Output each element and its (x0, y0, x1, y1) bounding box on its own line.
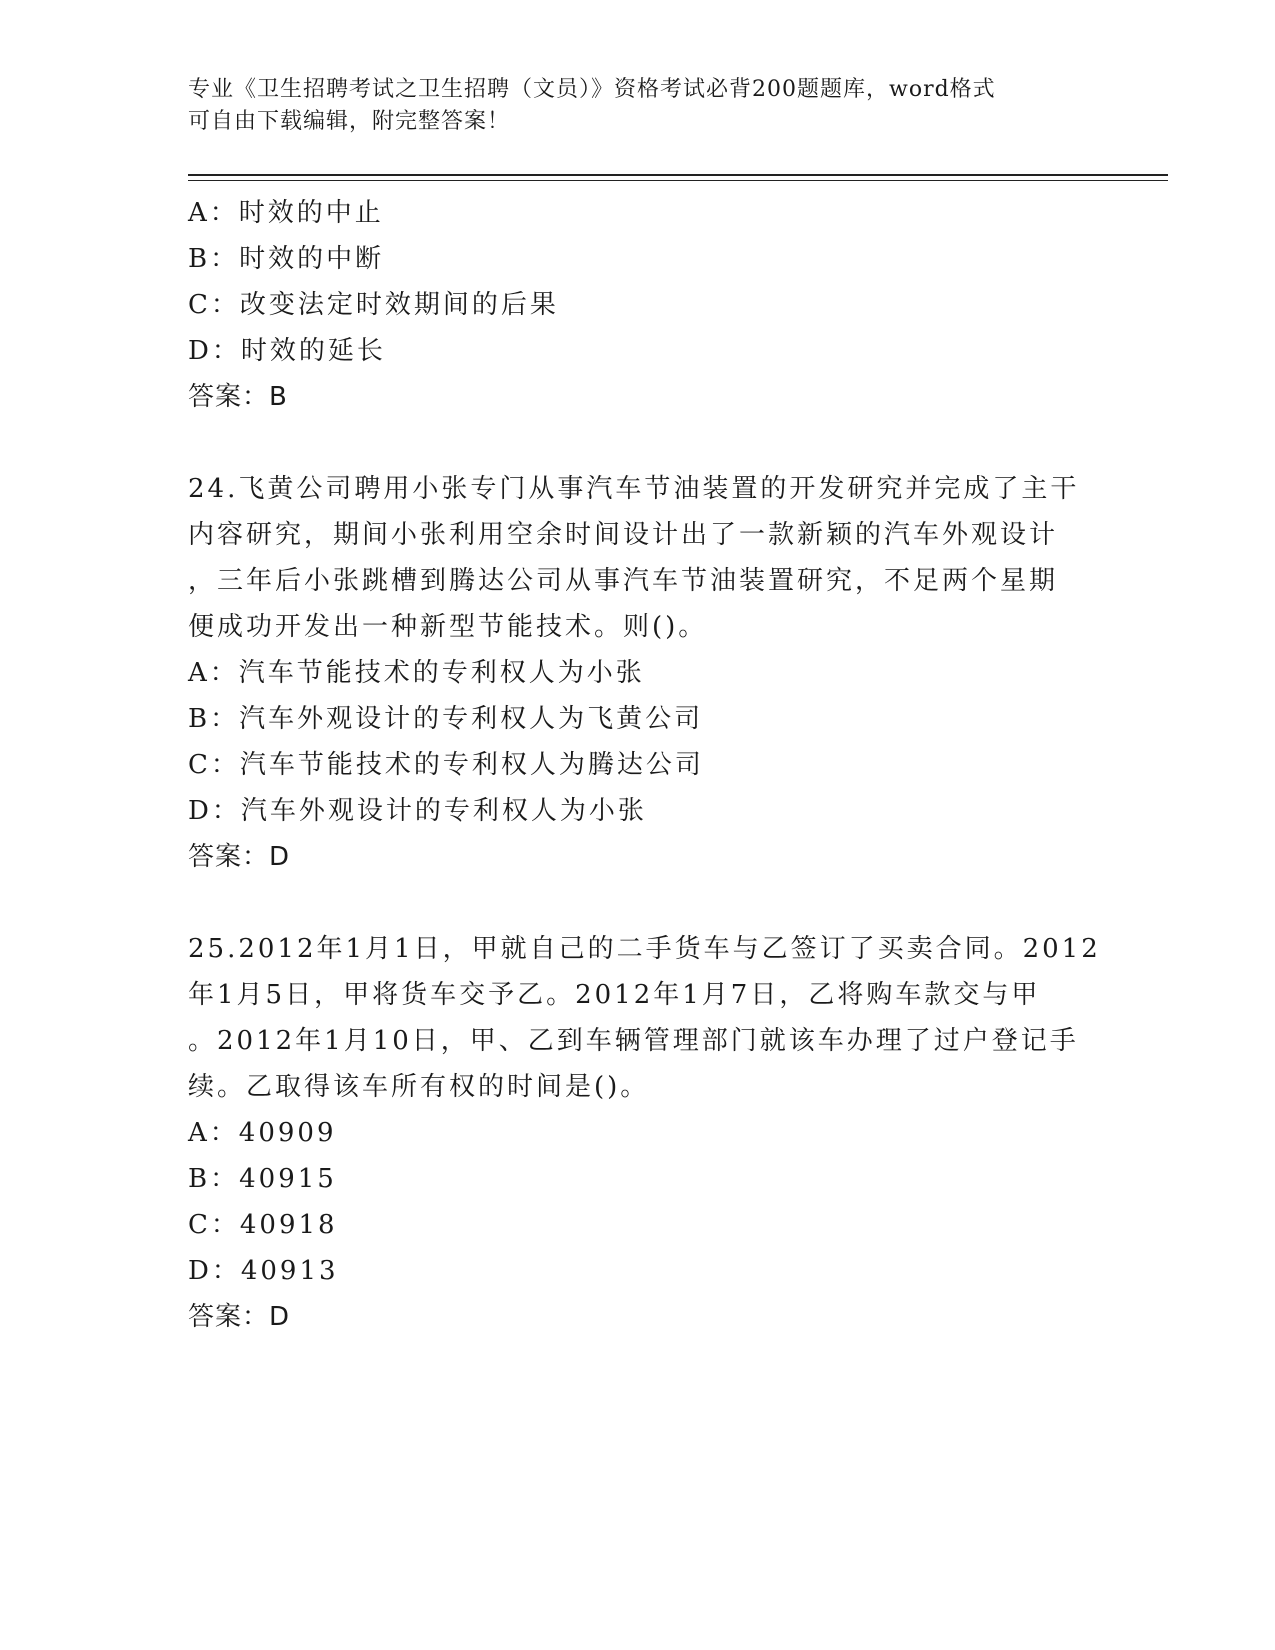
option-a: A：时效的中止 (188, 198, 384, 228)
option-b: B：时效的中断 (188, 244, 385, 274)
answer-line: 答案：D (188, 842, 291, 872)
option-d: D：40913 (188, 1256, 339, 1286)
header-divider-thick (188, 174, 1168, 176)
option-a: A：40909 (188, 1118, 337, 1148)
question-stem-line: 年1月5日，甲将货车交予乙。2012年1月7日，乙将购车款交与甲 (188, 980, 1041, 1010)
option-a: A：汽车节能技术的专利权人为小张 (188, 658, 645, 688)
question-stem-line: 。2012年1月10日，甲、乙到车辆管理部门就该车办理了过户登记手 (188, 1026, 1079, 1056)
question-stem-line: 内容研究，期间小张利用空余时间设计出了一款新颖的汽车外观设计 (188, 520, 1059, 550)
question-stem-line: 25.2012年1月1日，甲就自己的二手货车与乙签订了买卖合同。2012 (188, 934, 1101, 964)
question-23-block (188, 190, 1148, 420)
answer-line: 答案：B (188, 382, 288, 412)
option-d: D：汽车外观设计的专利权人为小张 (188, 796, 647, 826)
document-header: 专业《卫生招聘考试之卫生招聘（文员）》资格考试必背200题题库，word格式 可自由下载编辑，附完整答案！ (188, 77, 996, 134)
document-body (188, 190, 1148, 1340)
option-c: C：40918 (188, 1210, 338, 1240)
question-25-block (188, 926, 1148, 1340)
option-c: C：改变法定时效期间的后果 (188, 290, 559, 320)
answer-line: 答案：D (188, 1302, 291, 1332)
question-stem-line: 24.飞黄公司聘用小张专门从事汽车节油装置的开发研究并完成了主干 (188, 474, 1080, 504)
option-b: B：汽车外观设计的专利权人为飞黄公司 (188, 704, 704, 734)
question-24-block (188, 466, 1148, 880)
question-stem-line: 续。乙取得该车所有权的时间是()。 (188, 1072, 650, 1102)
header-divider-thin (188, 180, 1168, 181)
option-d: D：时效的延长 (188, 336, 386, 366)
option-b: B：40915 (188, 1164, 337, 1194)
question-stem-line: 便成功开发出一种新型节能技术。则()。 (188, 612, 708, 642)
option-c: C：汽车节能技术的专利权人为腾达公司 (188, 750, 704, 780)
question-stem-line: ，三年后小张跳槽到腾达公司从事汽车节油装置研究，不足两个星期 (188, 566, 1059, 596)
